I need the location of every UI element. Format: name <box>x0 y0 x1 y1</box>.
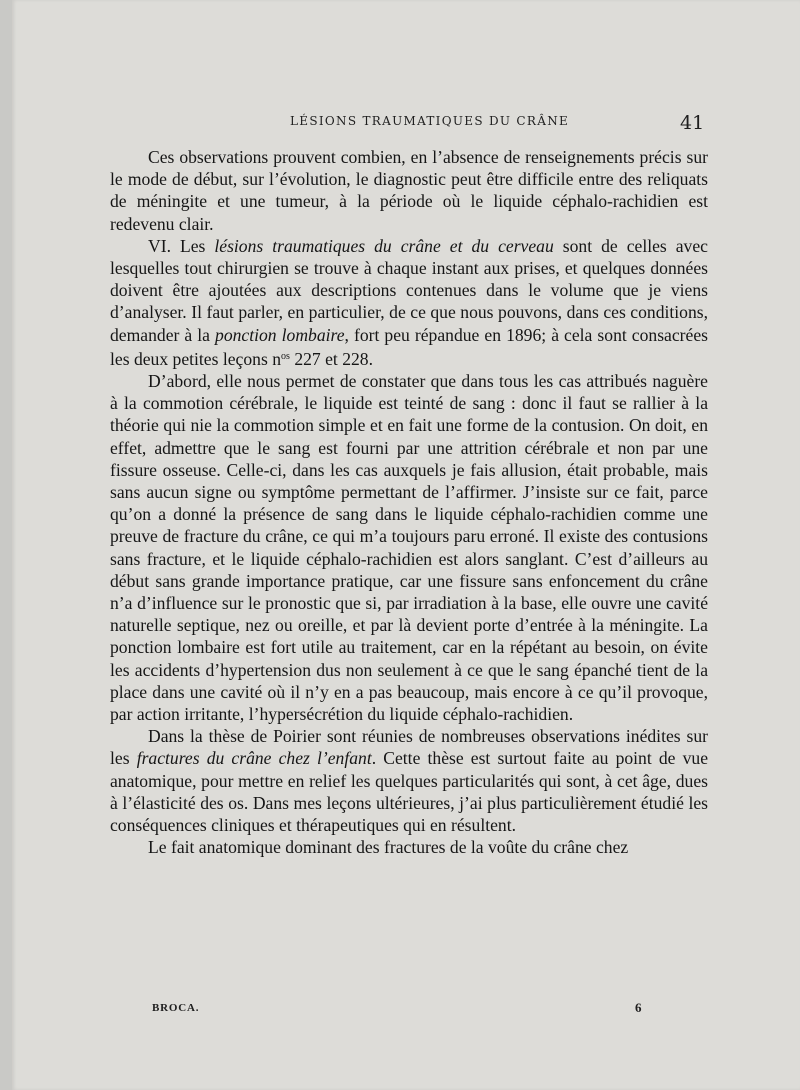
running-title: LÉSIONS TRAUMATIQUES DU CRÂNE <box>290 114 570 128</box>
italic-phrase: ponction lombaire <box>215 324 345 345</box>
paragraph-text: VI. Les <box>148 235 215 256</box>
book-page <box>12 0 800 1090</box>
paragraph-text: D’abord, elle nous permet de constater que dans tous les cas attribués naguère à la commotion cérébrale, le liquide est teinté de sang : donc il faut se rallier à la théorie qui nie la commotion simple et en fait une forme de la contusion. On doit, en effet, admettre que le sang est fourni par une attrition cérébrale et non par une fissure osseuse. Celle-ci, dans les cas auxquels je fais allusion, était probable, mais sans aucun signe ou symptôme permettant de l’affirmer. J’insiste sur ce fait, parce qu’on a donné la présence de sang dans le liquide céphalo-rachidien comme une preuve de fracture du crâne, ce qui m’a toujours paru erroné. Il existe des contusions sans fracture, et le liquide céphalo-rachidien est alors sanglant. C’est d’ailleurs au début sans grande importance pratique, car une fissure sans enfoncement du crâne n’a d’influence sur le pronostic que si, par irradiation à la base, elle ouvre une cavité naturelle septique, nez ou oreille, et par là devient porte d’entrée à la méningite. La ponction lombaire est fort utile au traitement, car en la répétant au besoin, on évite les accidents d’hypertension dus non seulement à ce que le sang épanché tient de la place dans une cavité où il n’y en a pas beaucoup, mais encore à ce qu’il provoque, par action irritante, l’hypersécrétion du liquide céphalo-rachidien. <box>110 371 708 725</box>
paragraph-text: 227 et 228. <box>289 348 373 369</box>
paragraph-text: . Cette thèse est surtout faite au point de vue anatomique, pour mettre en relief les quelques particularités qui sont, à cet âge, dues à l’élasticité des os. Dans mes leçons ultérieures, j’ai plus particulièrement étudié les conséquences cliniques et thérapeutiques qui en résultent. <box>110 748 709 836</box>
paragraph-text: Dans la thèse de Poirier sont réunies de nombreuses observations inédites sur les <box>110 726 708 769</box>
paragraph-5 <box>110 836 708 858</box>
paragraph-3 <box>110 370 708 725</box>
italic-phrase: fractures du crâne chez l’enfant <box>136 748 372 769</box>
paragraph-text: Le fait anatomique dominant des fractures de la voûte du crâne chez <box>148 837 629 858</box>
paragraph-2 <box>110 235 708 370</box>
paragraph-4 <box>110 725 708 836</box>
paragraph-text: Ces observations prouvent combien, en l’absence de renseignements précis sur le mode de début, sur l’évolution, le diagnostic peut être difficile entre des reliquats de méningite et une tumeur, à la période où le liquide céphalo-rachidien est redevenu clair. <box>110 147 708 234</box>
page-body <box>110 146 708 859</box>
sheet-number: 6 <box>635 1000 642 1015</box>
paragraph-1 <box>110 146 708 235</box>
page-footer <box>12 1000 800 1018</box>
paragraph-text: , fort peu répandue en 1896; à cela sont consacrées les deux petites leçons n <box>110 324 708 369</box>
italic-phrase: lésions traumatiques du crâne et du cerveau <box>214 235 554 256</box>
superscript: os <box>281 350 290 362</box>
signature-mark: BROCA. <box>152 1002 200 1014</box>
paragraph-text: sont de celles avec lesquelles tout chirurgien se trouve à chaque instant aux prises, et quelques données doivent être ajoutées aux descriptions contenues dans le volume que je viens d’analyser. Il faut parler, en particulier, de ce que nous pouvons, dans ces conditions, demander à la <box>110 235 708 345</box>
page-number: 41 <box>680 112 705 134</box>
page-header <box>12 112 800 134</box>
